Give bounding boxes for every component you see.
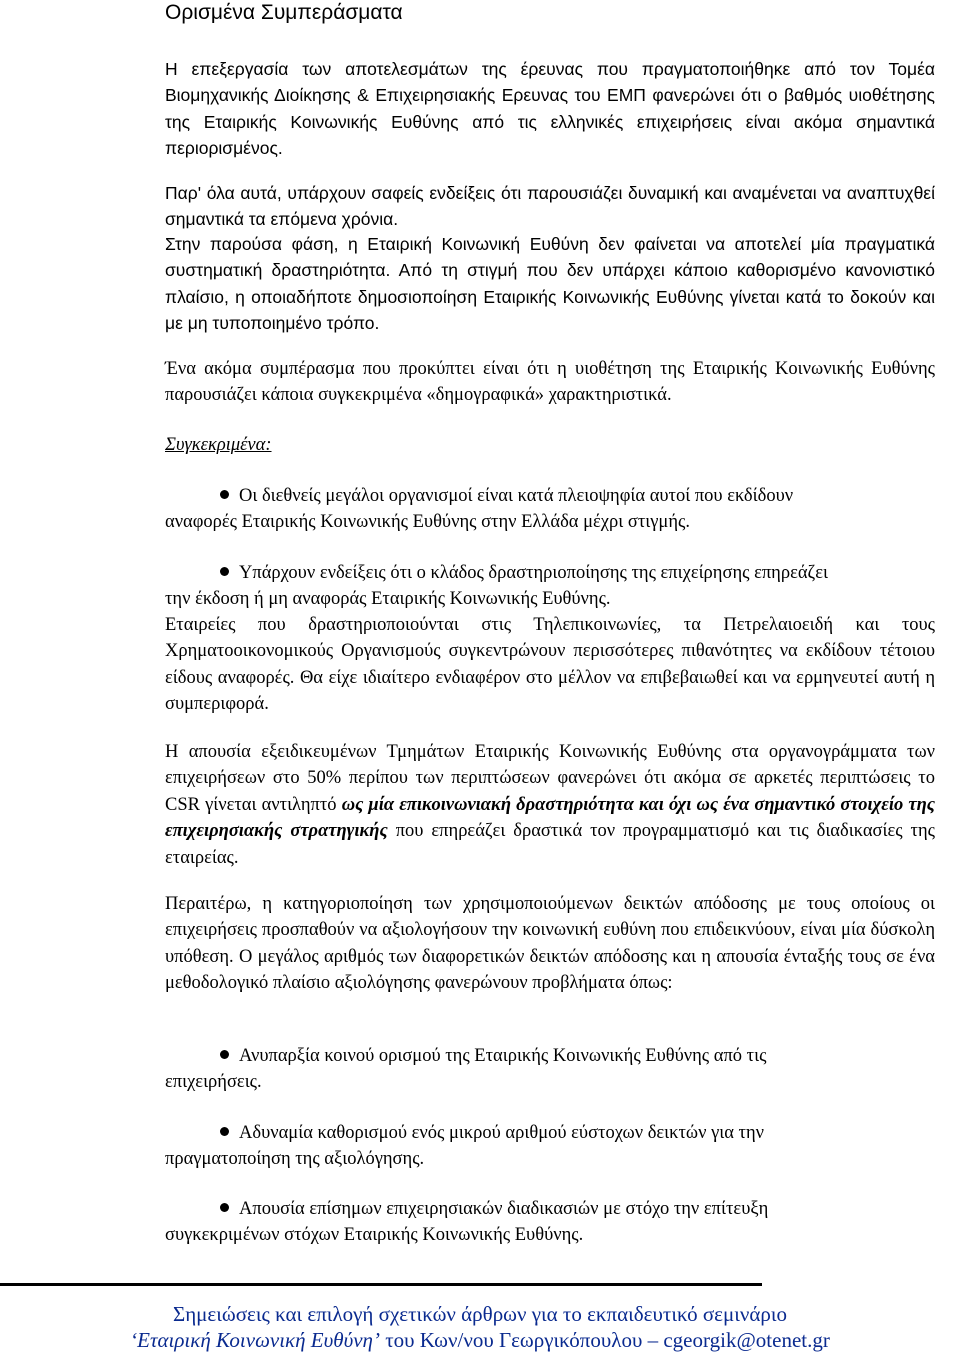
paragraph-3: Στην παρούσα φάση, η Εταιρική Κοινωνική Ευθύνη δεν φαίνεται να αποτελεί μία πραγματικά συστηματική δραστηριότητα. Από τη στιγμή που δεν υπάρχει κάποιο καθορισμένο κανονιστικό πλαίσιο, η οποιαδήποτε δημοσιοποίηση Εταιρικής Κοινωνικής Ευθύνης γίνεται κατά το δοκούν και με μη τυποποιημένο τρόπο. <box>165 234 935 334</box>
paragraph-2: Παρ' όλα αυτά, υπάρχουν σαφείς ενδείξεις ότι παρουσιάζει δυναμική και αναμένεται να αναπτυχθεί σημαντικά τα επόμενα χρόνια. <box>165 183 935 230</box>
paragraph-7: Περαιτέρω, η κατηγοριοποίηση των χρησιμοποιούμενων δεικτών απόδοσης με τους οποίους οι επιχειρήσεις προσπαθούν να αξιολογήσουν την κοινωνική ευθύνη που επιδεικνύουν, είναι μία δύσκολη υπόθεση. Ο μεγάλος αριθμός των διαφορετικών δεικτών απόδοσης και η απουσία ένταξής τους σε ένα μεθοδολογικό πλαίσιο αξιολόγησης φανερώνουν προβλήματα όπως: <box>165 894 935 994</box>
page-title: Ορισμένα Συμπεράσματα <box>165 1 403 24</box>
bullet-3-first: Ανυπαρξία κοινού ορισμού της Εταιρικής Κοινωνικής Ευθύνης από τις <box>239 1046 767 1066</box>
paragraph-5: Εταιρείες που δραστηριοποιούνται στις Τηλεπικοινωνίες, τα Πετρελαιοειδή και τους Χρηματοοικονομικούς Οργανισμούς συγκεντρώνουν περισσότερες πιθανότητες να εκδίδουν τέτοιου είδους αναφορές. Θα είχε ιδιαίτερο ενδιαφέρον στο μέλλον να επιβεβαιωθεί και να ερμηνευτεί αυτή η συμπεριφορά. <box>165 615 935 715</box>
paragraph-4: Ένα ακόμα συμπέρασμα που προκύπτει είναι ότι η υιοθέτηση της Εταιρικής Κοινωνικής Ευθύνης παρουσιάζει κάποια συγκεκριμένα «δημογραφικά» χαρακτηριστικά. <box>165 359 935 406</box>
bullet-3-rest: επιχειρήσεις. <box>165 1072 262 1093</box>
bullet-item-5 <box>165 1196 935 1249</box>
paragraph-6-end: που επηρεάζει δραστικά τον προγραμματισμό και τις διαδικασίες της εταιρείας. <box>165 821 935 868</box>
paragraph-6-start: Η απουσία εξειδικευμένων Τμημάτων Εταιρικής Κοινωνικής Ευθύνης στα οργανογράμματα των επιχειρήσεων στο 50% περίπου των περιπτώσεων φανερώνει ότι ακόμα σε αρκετές περιπτώσεις το CSR γίνεται αντιληπτό <box>165 742 935 815</box>
bullet-2-first: Υπάρχουν ενδείξεις ότι ο κλάδος δραστηριοποίησης της επιχείρησης επηρεάζει <box>239 563 828 583</box>
bullet-1-first: Οι διεθνείς μεγάλοι οργανισμοί είναι κατά πλειοψηφία αυτοί που εκδίδουν <box>239 486 794 506</box>
footer-line-1: Σημειώσεις και επιλογή σχετικών άρθρων για το εκπαιδευτικό σεμινάριο <box>172 1302 788 1326</box>
bullet-item-1 <box>165 483 935 536</box>
bullet-5-first: Απουσία επίσημων επιχειρησιακών διαδικασιών με στόχο την επίτευξη <box>239 1199 769 1219</box>
bullet-2-rest: την έκδοση ή μη αναφοράς Εταιρικής Κοινωνικής Ευθύνης. <box>165 589 611 610</box>
bullet-icon <box>220 567 229 576</box>
bullet-icon <box>220 1050 229 1059</box>
bullet-1-rest: αναφορές Εταιρικής Κοινωνικής Ευθύνης στην Ελλάδα μέχρι στιγμής. <box>165 512 690 533</box>
bullet-icon <box>220 1203 229 1212</box>
bullet-4-first: Αδυναμία καθορισμού ενός μικρού αριθμού εύστοχων δεικτών για την <box>239 1123 765 1143</box>
subheading: Συγκεκριμένα: <box>165 435 272 455</box>
subheading-wrap <box>165 432 935 458</box>
bullet-item-2 <box>165 560 935 613</box>
bullet-item-3 <box>165 1043 935 1096</box>
footer-divider <box>0 1283 762 1286</box>
paragraph-6 <box>165 739 935 871</box>
paragraph-1: Η επεξεργασία των αποτελεσμάτων της έρευνας που πραγματοποιήθηκε από τον Τομέα Βιομηχανικής Διοίκησης & Επιχειρησιακής Ερευνας του ΕΜΠ φανερώνει ότι ο βαθμός υιοθέτησης της Εταιρικής Κοινωνικής Ευθύνης από τις ελληνικές επιχειρήσεις είναι ακόμα σημαντικά περιορισμένος. <box>165 59 935 159</box>
bullet-5-rest: συγκεκριμένων στόχων Εταιρικής Κοινωνικής Ευθύνης. <box>165 1225 584 1246</box>
bullet-4-rest: πραγματοποίηση της αξιολόγησης. <box>165 1149 425 1170</box>
bullet-icon <box>220 490 229 499</box>
footer-course-title: ‘Εταιρική Κοινωνική Ευθύνη’ <box>130 1328 380 1352</box>
footer-author: του Κων/νου Γεωργικόπουλου – cgeorgik@otenet.gr <box>379 1328 830 1352</box>
bullet-item-4 <box>165 1120 935 1173</box>
footer-line-2 <box>0 1326 960 1354</box>
bullet-icon <box>220 1127 229 1136</box>
paragraph-6-emphasis: ως μία επικοινωνιακή δραστηριότητα και όχι ως ένα σημαντικό στοιχείο της επιχειρησιακής στρατηγικής <box>165 794 935 842</box>
